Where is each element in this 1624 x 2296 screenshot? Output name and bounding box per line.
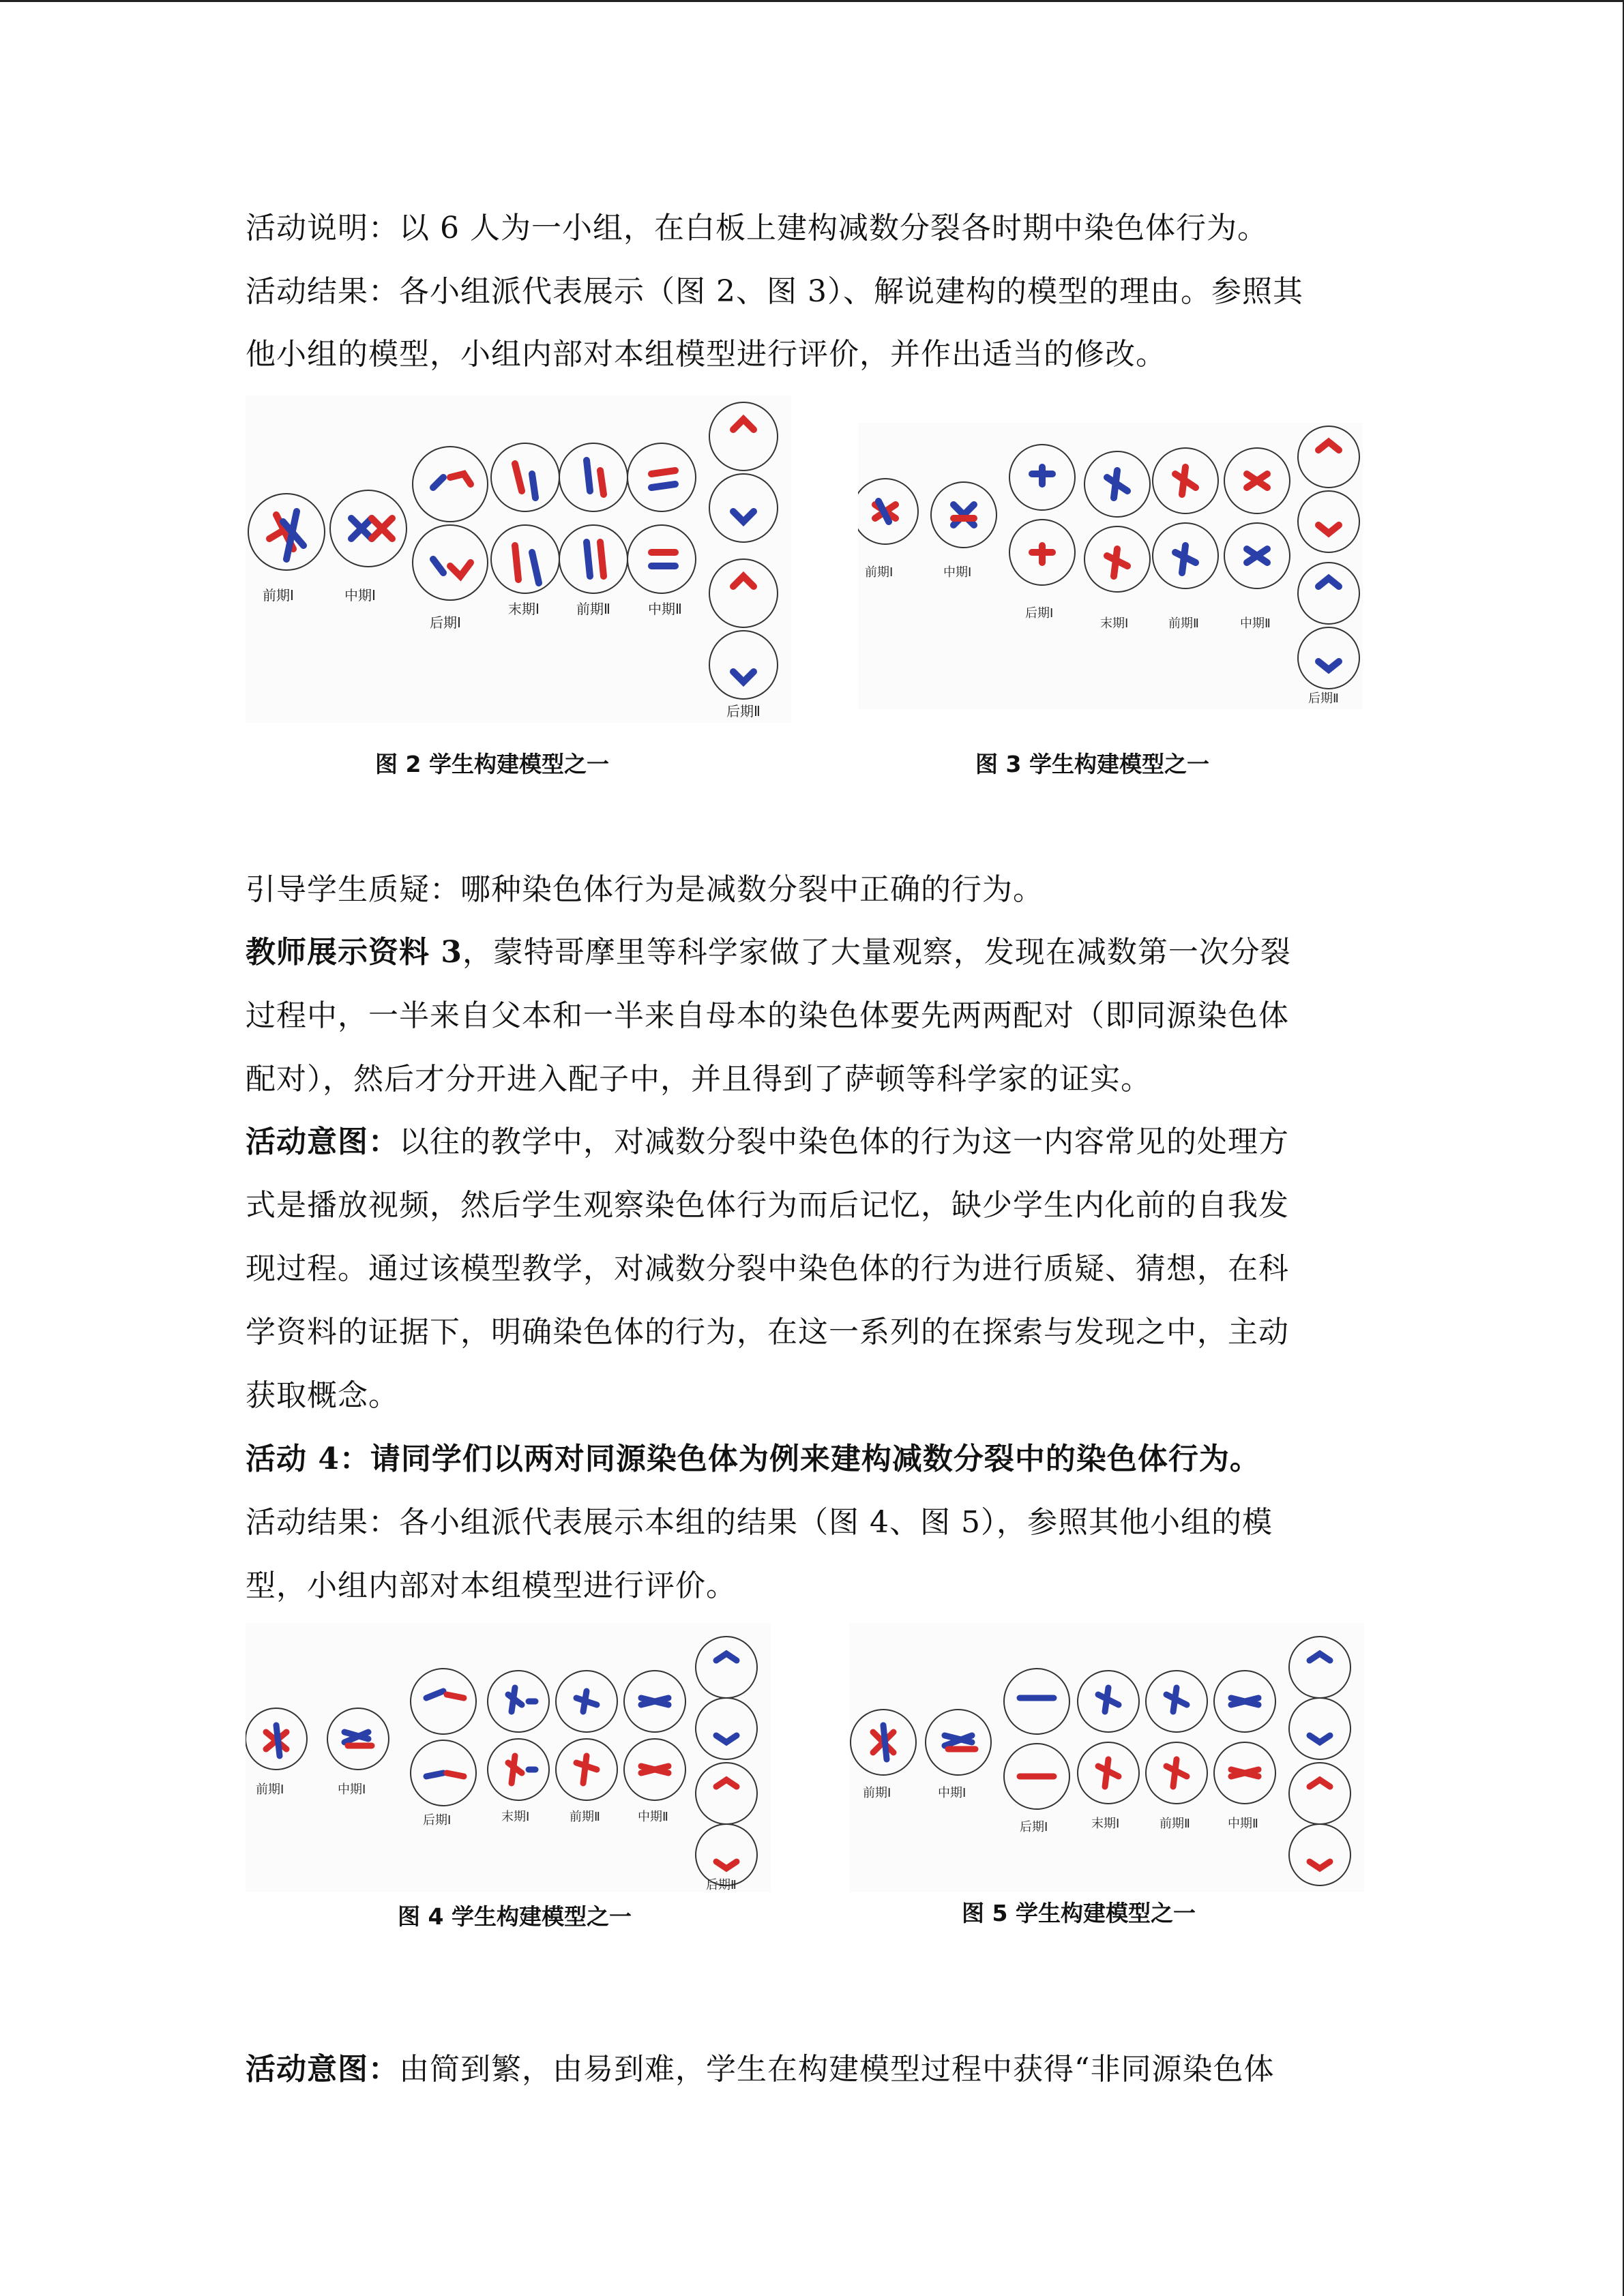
teacher-material-line-1 — [246, 932, 1291, 973]
activity-result-line-2: 他小组的模型，小组内部对本组模型进行评价，并作出适当的修改。 — [246, 337, 1166, 372]
figure-2-caption: 图 2 学生构建模型之一 — [375, 751, 609, 777]
activity-result-line-1: 活动结果：各小组派代表展示（图 2、图 3）、解说建构的模型的理由。参照其 — [246, 274, 1303, 309]
activity-intent-line-5: 获取概念。 — [246, 1378, 399, 1413]
fig5-label-pro2: 前期Ⅱ — [1160, 1817, 1190, 1831]
activity-4-result-line-2: 型，小组内部对本组模型进行评价。 — [246, 1568, 737, 1603]
figure-5-model-photo — [849, 1623, 1364, 1892]
activity-intent-line-3: 现过程。通过该模型教学，对减数分裂中染色体的行为进行质疑、猜想，在科 — [246, 1251, 1289, 1286]
fig4-label-meta1: 中期Ⅰ — [338, 1783, 366, 1797]
activity-intent-line-4: 学资料的证据下，明确染色体的行为，在这一系列的在探索与发现之中，主动 — [246, 1315, 1289, 1350]
fig5-label-meta1: 中期Ⅰ — [938, 1786, 966, 1800]
fig3-label-ana1: 后期Ⅰ — [1025, 606, 1054, 621]
fig3-label-meta2: 中期Ⅱ — [1240, 616, 1271, 631]
figure-3-model-photo — [858, 423, 1363, 709]
activity-4-heading: 活动 4：请同学们以两对同源染色体为例来建构减数分裂中的染色体行为。 — [246, 1442, 1260, 1476]
fig4-label-telo1: 末期Ⅰ — [501, 1810, 530, 1824]
figure-4-model-photo — [246, 1623, 771, 1892]
activity-4-result-line-1: 活动结果：各小组派代表展示本组的结果（图 4、图 5），参照其他小组的模 — [246, 1505, 1273, 1540]
activity-intent-label: 活动意图： — [246, 1124, 399, 1159]
figure-2-model-photo — [246, 396, 791, 723]
fig3-label-pro1: 前期Ⅰ — [865, 565, 894, 580]
fig4-label-ana1: 后期Ⅰ — [423, 1813, 452, 1828]
fig2-label-ana1: 后期Ⅰ — [430, 614, 461, 631]
teacher-material-label: 教师展示资料 3 — [246, 935, 462, 970]
fig5-label-meta2: 中期Ⅱ — [1228, 1817, 1258, 1831]
fig4-label-meta2: 中期Ⅱ — [638, 1810, 668, 1824]
fig2-label-pro2: 前期Ⅱ — [576, 601, 610, 617]
guide-question: 引导学生质疑：哪种染色体行为是减数分裂中正确的行为。 — [246, 872, 1044, 907]
fig2-label-meta2: 中期Ⅱ — [648, 601, 682, 617]
teacher-material-line-2: 过程中，一半来自父本和一半来自母本的染色体要先两两配对（即同源染色体 — [246, 998, 1289, 1033]
teacher-material-text: ，蒙特哥摩里等科学家做了大量观察，发现在减数第一次分裂 — [462, 935, 1291, 970]
fig3-label-pro2: 前期Ⅱ — [1168, 616, 1199, 631]
activity-intent-line-1 — [246, 1122, 1289, 1163]
fig3-label-ana2: 后期Ⅱ — [1308, 691, 1339, 706]
fig5-label-ana1: 后期Ⅰ — [1020, 1820, 1048, 1834]
teacher-material-line-3: 配对），然后才分开进入配子中，并且得到了萨顿等科学家的证实。 — [246, 1062, 1151, 1097]
figure-4-caption: 图 4 学生构建模型之一 — [398, 1903, 632, 1930]
fig4-label-pro2: 前期Ⅱ — [570, 1810, 600, 1824]
final-intent-text: 由简到繁，由易到难，学生在构建模型过程中获得“非同源染色体 — [399, 2052, 1275, 2087]
fig3-label-telo1: 末期Ⅰ — [1100, 616, 1129, 631]
fig2-label-meta1: 中期Ⅰ — [344, 587, 376, 603]
fig2-label-pro1: 前期Ⅰ — [263, 587, 294, 603]
fig5-label-telo1: 末期Ⅰ — [1091, 1817, 1120, 1831]
activity-intent-text: 以往的教学中，对减数分裂中染色体的行为这一内容常见的处理方 — [399, 1124, 1289, 1159]
fig2-label-ana2: 后期Ⅱ — [726, 703, 761, 719]
figure-5-caption: 图 5 学生构建模型之一 — [962, 1900, 1196, 1926]
fig5-label-pro1: 前期Ⅰ — [863, 1786, 891, 1800]
figure-3-caption: 图 3 学生构建模型之一 — [975, 751, 1209, 777]
fig3-label-meta1: 中期Ⅰ — [943, 565, 972, 580]
activity-description: 活动说明：以 6 人为一小组，在白板上建构减数分裂各时期中染色体行为。 — [246, 211, 1268, 245]
fig2-label-telo1: 末期Ⅰ — [508, 601, 540, 617]
activity-intent-line-2: 式是播放视频，然后学生观察染色体行为而后记忆，缺少学生内化前的自我发 — [246, 1188, 1289, 1223]
fig4-label-pro1: 前期Ⅰ — [256, 1783, 284, 1797]
final-intent-line — [246, 2049, 1275, 2090]
final-intent-label: 活动意图： — [246, 2052, 399, 2087]
page-top-rule — [0, 0, 1624, 2]
fig4-label-ana2: 后期Ⅱ — [706, 1878, 737, 1892]
